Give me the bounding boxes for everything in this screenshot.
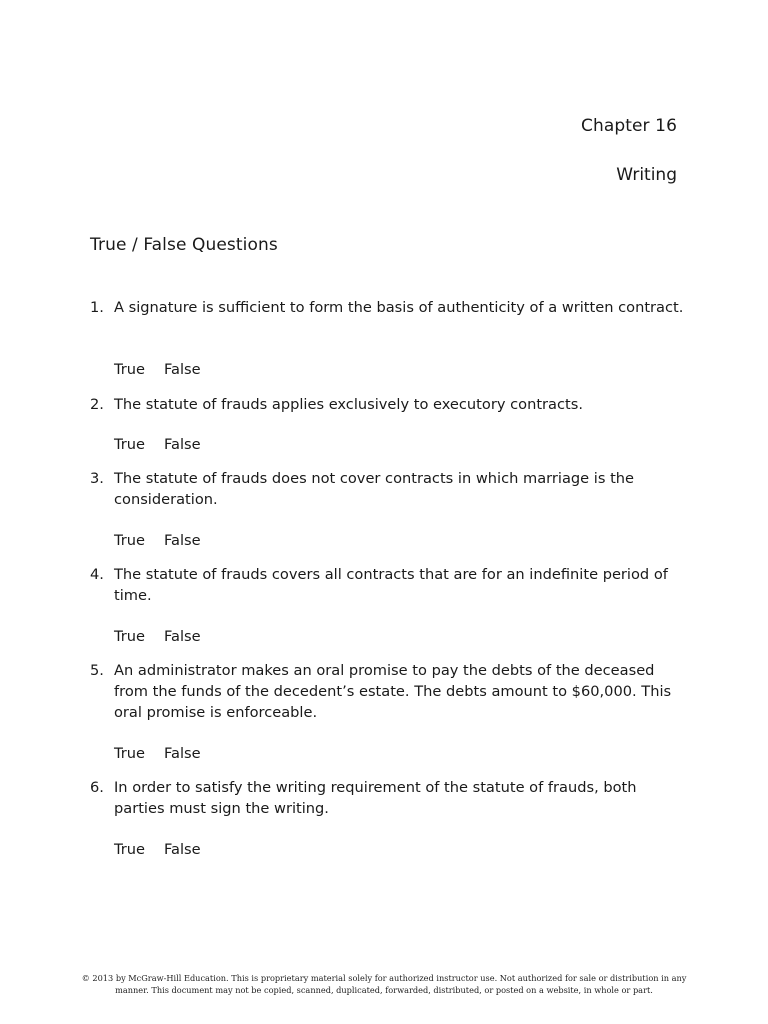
option-true: True <box>114 361 145 378</box>
option-false: False <box>164 361 201 378</box>
answer-options <box>114 628 201 646</box>
option-true: True <box>114 745 145 762</box>
answer-options <box>114 436 201 454</box>
chapter-heading: Chapter 16 <box>580 116 677 136</box>
option-false: False <box>164 745 201 762</box>
question-text: In order to satisfy the writing requirement of the statute of frauds, both parties must sign the writing. <box>114 779 637 817</box>
question-text: An administrator makes an oral promise to pay the debts of the deceased from the funds of the decedent’s estate. The debts amount to $60,000. This oral promise is enforceable. <box>114 662 672 721</box>
question-item <box>90 394 690 415</box>
option-false: False <box>164 841 201 858</box>
answer-options <box>114 361 201 379</box>
question-text: The statute of frauds applies exclusively to executory contracts. <box>114 396 583 413</box>
question-number: 2. <box>90 396 104 413</box>
question-text: The statute of frauds covers all contracts that are for an indefinite period of time. <box>114 566 668 604</box>
option-false: False <box>164 628 201 645</box>
question-item <box>90 297 690 318</box>
answer-options <box>114 745 201 763</box>
option-true: True <box>114 436 145 453</box>
question-number: 4. <box>90 566 104 583</box>
question-number: 1. <box>90 299 104 316</box>
section-title: True / False Questions <box>90 235 278 255</box>
option-false: False <box>164 532 201 549</box>
option-false: False <box>164 436 201 453</box>
question-number: 5. <box>90 662 104 679</box>
answer-options <box>114 841 201 859</box>
question-item <box>90 660 690 723</box>
chapter-topic: Writing <box>616 165 677 185</box>
option-true: True <box>114 628 145 645</box>
question-text: A signature is sufficient to form the basis of authenticity of a written contract. <box>114 299 684 316</box>
question-number: 3. <box>90 470 104 487</box>
question-item <box>90 468 690 510</box>
question-text: The statute of frauds does not cover contracts in which marriage is the consideration. <box>114 470 635 508</box>
question-item <box>90 564 690 606</box>
option-true: True <box>114 532 145 549</box>
answer-options <box>114 532 201 550</box>
question-number: 6. <box>90 779 104 796</box>
copyright-footer: © 2013 by McGraw-Hill Education. This is proprietary material solely for authorized instructor use. Not authorized for sale or distribution in any manner. This document may not be copied, scanned, duplicated, forwarded, distributed, or posted on a website, in whole or part. <box>81 973 687 995</box>
question-item <box>90 777 690 819</box>
option-true: True <box>114 841 145 858</box>
